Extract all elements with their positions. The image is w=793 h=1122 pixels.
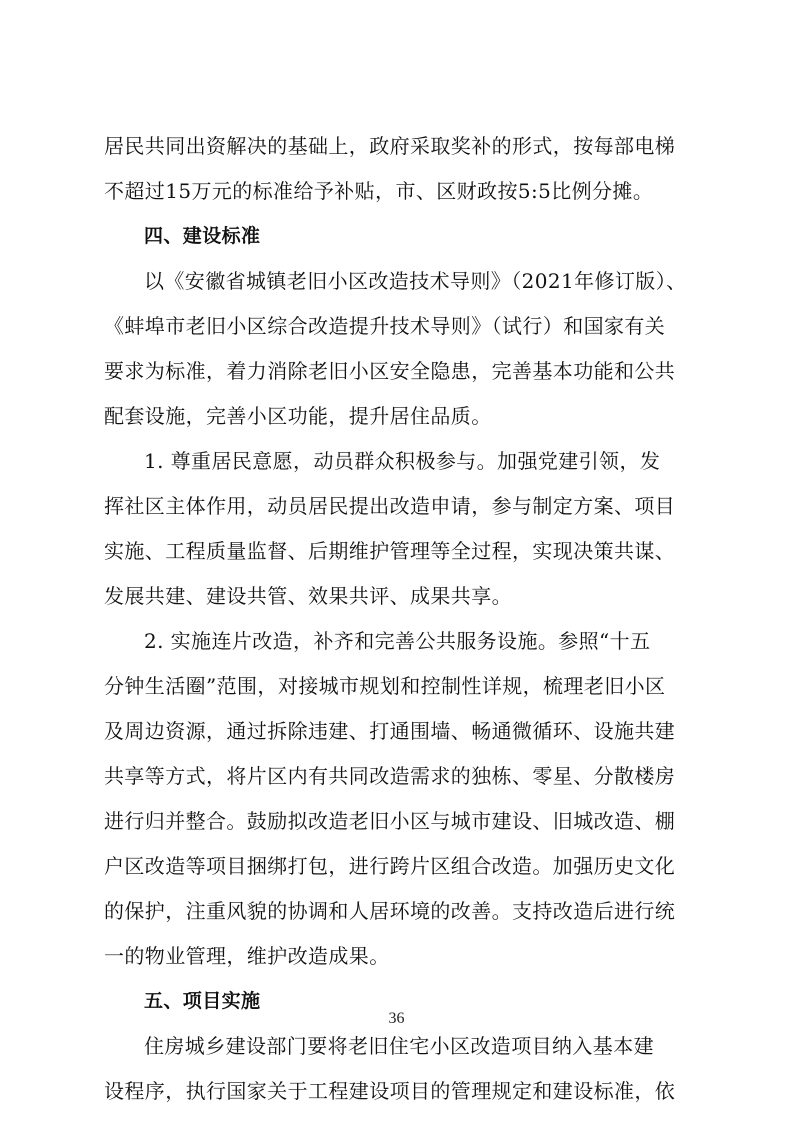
text-line: 2. 实施连片改造，补齐和完善公共服务设施。参照“十五 (144, 629, 651, 653)
text-line: 1. 尊重居民意愿，动员群众积极参与。加强党建引领，发 (144, 449, 661, 473)
text-line: 挥社区主体作用，动员居民提出改造申请，参与制定方案、项目 (104, 494, 676, 518)
document-body (104, 124, 689, 1114)
text-line: 《蚌埠市老旧小区综合改造提升技术导则》（试行）和国家有关 (104, 314, 666, 338)
text-line: 设程序，执行国家关于工程建设项目的管理规定和建设标准，依 (104, 1079, 676, 1103)
page-number: 36 (388, 1010, 405, 1027)
text-line: 以《安徽省城镇老旧小区改造技术导则》（2021年修订版）、 (144, 269, 687, 293)
text-line: 不超过15万元的标准给予补贴，市、区财政按5:5比例分摊。 (104, 179, 654, 203)
text-line: 发展共建、建设共管、效果共评、成果共享。 (104, 584, 512, 608)
section-heading-construction-standards: 四、建设标准 (144, 225, 261, 247)
text-line: 一的物业管理，维护改造成果。 (104, 944, 390, 968)
text-line: 进行归并整合。鼓励拟改造老旧小区与城市建设、旧城改造、棚 (104, 809, 676, 833)
text-line: 居民共同出资解决的基础上，政府采取奖补的形式，按每部电梯 (104, 134, 676, 158)
text-line: 要求为标准，着力消除老旧小区安全隐患，完善基本功能和公共 (104, 359, 676, 383)
text-line: 住房城乡建设部门要将老旧住宅小区改造项目纳入基本建 (144, 1034, 654, 1058)
text-line: 配套设施，完善小区功能，提升居住品质。 (104, 404, 492, 428)
text-line: 实施、工程质量监督、后期维护管理等全过程，实现决策共谋、 (104, 539, 676, 563)
text-line: 共享等方式，将片区内有共同改造需求的独栋、零星、分散楼房 (104, 764, 676, 788)
text-line: 的保护，注重风貌的协调和人居环境的改善。支持改造后进行统 (104, 899, 676, 923)
text-line: 户区改造等项目捆绑打包，进行跨片区组合改造。加强历史文化 (104, 854, 676, 878)
text-line: 分钟生活圈”范围，对接城市规划和控制性详规，梳理老旧小区 (104, 674, 666, 698)
text-line: 及周边资源，通过拆除违建、打通围墙、畅通微循环、设施共建 (104, 719, 676, 743)
section-heading-project-implementation: 五、项目实施 (144, 990, 261, 1012)
